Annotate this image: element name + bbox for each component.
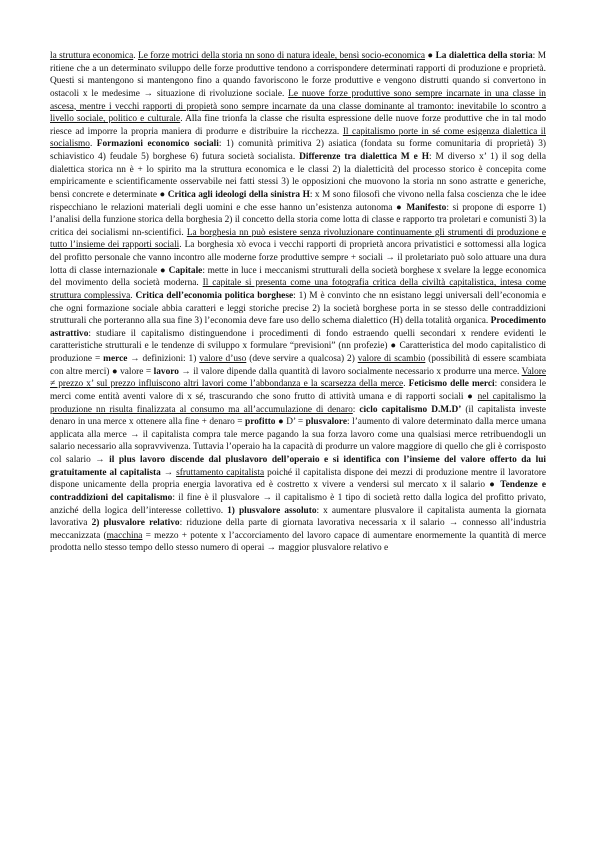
text-run: : si propone di esporre 1) l’analisi della funzione storica della borghesia 2) il concetto della storia come lotta di classe e rapporto tra proletari e comunisti 3) la critica dei socialismi nn-scientifici. <box>50 202 546 238</box>
text-run: → il valore dipende dalla quantità di lavoro socialmente necessario x produrre una merce. <box>178 366 522 377</box>
bold-heading: ● Capitale <box>159 265 203 276</box>
text-run: : M diverso x’ 1) il sog della dialettica storica nn è + lo spirito ma la struttura economica e le classi 2) la dialetticità del processo storico è concepita come empiricamente e scientificamente osservabile nei fatti stessi 3) le opposizioni che muovono la storia nn sono astratte e generiche, bensì concrete e determinate <box>50 152 546 200</box>
text-run: (deve servire a qualcosa) 2) <box>246 354 358 364</box>
text-run: : M ritiene che a un determinato sviluppo delle forze produttive tendono a corrispondere determinati rapporti di produzione e proprietà. Questi si mantengono si mantengono fino a quando favoriscono le forze produttive e vengono distrutti quando si convertono in ostacoli x le medesime → situazione di rivoluzione sociale. <box>50 51 547 99</box>
underlined-phrase: nel capitalismo la produzione nn risulta finalizzata al consumo ma all’accumulazione di denaro <box>50 391 546 415</box>
text-run: → definizioni: 1) <box>127 354 200 364</box>
text-run: : il fine è il plusvalore → il capitalismo è 1 tipo di società retto dalla logica del profitto privato, anziché della logica dell’interesse collettivo. <box>50 492 546 516</box>
text-run: : mette in luce i meccanismi strutturali della società borghese x svelare la legge economica del movimento della società moderna. <box>50 265 547 289</box>
text-run: : x M sono filosofi che vivono nella falsa coscienza che le idee rispecchiano le relazioni materiali degli uomini e che esse hanno un’esistenza autonoma <box>50 189 546 213</box>
bold-heading: profitto <box>245 417 276 428</box>
underlined-phrase: Il capitale si presenta come una fotografia critica della civiltà capitalistica, intesa come struttura complessiva <box>50 278 546 301</box>
text-run: : <box>352 404 360 415</box>
bold-heading: Critica dell’economia politica borghese <box>135 290 294 301</box>
text-run: (il capitalista investe denaro in una merce x ottenere alla fine + denaro = <box>50 404 546 428</box>
bold-heading: ● Critica agli ideologi della sinistra H <box>159 189 310 200</box>
text-run: . <box>130 290 136 301</box>
bold-heading: lavoro <box>153 366 179 377</box>
text-run: : 1) M è convinto che nn esistano leggi universali dell’economia e che ogni formazione sociale abbia caratteri e leggi storiche precise 2) la società borghese porta in se stesso delle contraddizioni strutturali che porteranno alla sua fine 3) l’economia deve fare uso dello schema dialettico (H) della totalità organica. <box>50 290 547 327</box>
bold-heading: Differenze tra dialettica M e H <box>299 152 429 162</box>
text-run: : l’aumento di valore determinato dalla merce umana applicata alla merce → il capitalista compra tale merce pagando la sua forza lavoro come una qualsiasi merce retribuendogli un salario necessario alla sopravvivenza. Tuttavia l’operaio ha la capacità di produrre un valore maggiore di quello che gli è corrisposto col salario → <box>50 417 546 465</box>
text-run: : 1) comunità primitiva 2) asiatica (fondata su forme comunitaria di proprietà) 3) schiavistico 4) feudale 5) borghese 6) futura società socialista. <box>50 139 547 162</box>
bold-heading: ● Tendenze e contraddizioni del capitalismo <box>50 480 546 503</box>
text-run: : considera le merci come entità aventi valore di x sé, trascurando che sono frutto di attività umana e di rapporti sociali ● <box>50 379 547 402</box>
bold-heading: 2) plusvalore relativo <box>91 518 180 529</box>
document-text <box>50 50 546 555</box>
bold-heading: ● Manifesto <box>395 202 447 213</box>
bold-heading: ciclo capitalismo D.M.D’ <box>359 404 462 415</box>
underlined-phrase: Le nuove forze produttive sono sempre incarnate in una classe in ascesa, mentre i vecchi rapporti di propietà sono sempre incarnate da una classe dominante al tramonto: inevitabile lo scontro a livello sociale, politico e culturale <box>50 88 546 125</box>
text-run: . Alla fine trionfa la classe che risulta espressione delle nuove forze produttive che in tal modo riesce ad imporre la propria maniera di produrre e distribuire la ricchezza. <box>50 114 546 137</box>
text-run: (possibilità di essere scambiata con altre merci) ● valore = <box>50 354 546 377</box>
underlined-phrase: Valore ≠ prezzo x’ sul prezzo influiscono altri lavori come l’abbondanza e la scarsezza della merce <box>50 366 546 390</box>
text-run: → <box>160 467 177 478</box>
text-run: ● D’ = <box>275 417 306 428</box>
text-run: poiché il capitalista dispone dei mezzi di produzione mentre il lavoratore dispone unicamente della propria energia lavorativa ed è costretto x vivere a vendersi sul mercato x il salario <box>50 467 546 491</box>
underlined-phrase: macchina <box>106 530 143 541</box>
document-page <box>50 50 546 555</box>
underlined-phrase: valore di scambio <box>357 354 426 364</box>
bold-heading: Procedimento astrattivo <box>50 316 546 339</box>
underlined-phrase: valore d’uso <box>199 354 247 364</box>
underlined-phrase: Le forze motrici della storia nn sono di natura ideale, bensì socio-economica <box>138 51 425 61</box>
bold-heading: plusvalore <box>305 417 348 428</box>
bold-heading: Feticismo delle merci <box>408 379 495 390</box>
bold-heading: Formazioni economico sociali <box>96 139 219 150</box>
text-run: : x aumentare plusvalore il capitalista aumenta la giornata lavorativa <box>50 505 546 529</box>
bold-heading: merce <box>103 354 128 364</box>
text-run: : studiare il capitalismo distinguendone i procedimenti di fondo estraendo quelli secondari x rendere evidenti le caratteristiche strutturali e le tendenze di sviluppo x formulare “previsioni” (nn profezie) ● Caratteristica del modo capitalistico di produzione = <box>50 328 546 364</box>
underlined-phrase: sfruttamento capitalista <box>176 467 265 478</box>
underlined-phrase: La borghesia nn può esistere senza rivoluzionare continuamente gli strumenti di produzione e tutto l’insieme dei rapporti sociali <box>50 227 547 251</box>
underlined-phrase: la struttura economica <box>50 51 134 61</box>
bold-heading: ● La dialettica della storia <box>427 51 533 61</box>
text-run: . <box>133 51 138 61</box>
text-run: : riduzione della parte di giornata lavorativa necessaria x il salario → connesso all’industria meccanizzata ( <box>50 518 546 541</box>
bold-heading: 1) plusvalore assoluto <box>227 505 317 516</box>
underlined-phrase: Il capitalismo porte in sé come esigenza dialettica il socialismo <box>50 126 546 150</box>
text-run: = mezzo + potente x l’accorciamento del lavoro capace di aumentare enormemente la quantità di merce prodotta nello stesso tempo dello stesso numero di operai → maggior plusvalore relativo e <box>50 530 546 554</box>
text-run: . <box>89 139 97 150</box>
text-run: . <box>403 379 409 390</box>
text-run: . La borghesia xò evoca i vecchi rapporti di proprietà ancora privatistici e sottomessi alla logica del profitto personale che vanno incontro alle moderne forze produttive sempre + sociali → il proletariato può solo attuare una dura lotta di classe internazionale <box>50 240 546 276</box>
bold-heading: il plus lavoro discende dal pluslavoro dell’operaio e si identifica con l’insieme del valore offerto da lui gratuitamente al capitalista <box>50 455 546 478</box>
